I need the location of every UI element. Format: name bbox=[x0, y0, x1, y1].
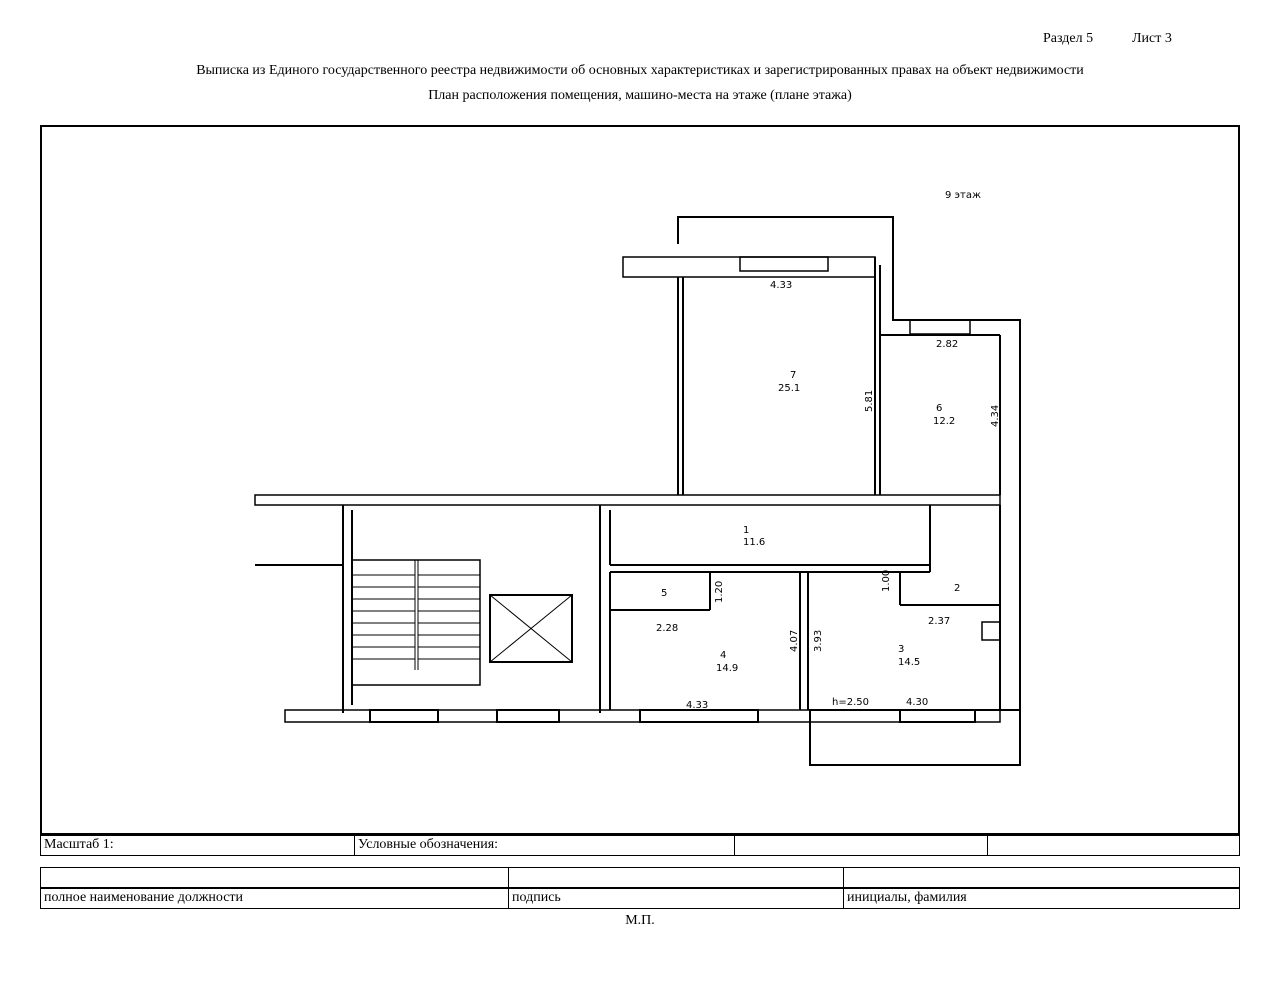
room-3-area: 14.5 bbox=[898, 657, 921, 668]
room-5-number: 5 bbox=[661, 588, 668, 599]
room-3-number: 3 bbox=[898, 644, 905, 655]
room-1-number: 1 bbox=[743, 525, 750, 536]
dim-4-33-bottom: 4.33 bbox=[686, 700, 709, 711]
dim-2-82: 2.82 bbox=[936, 339, 959, 350]
floor-plan bbox=[40, 125, 1240, 835]
dim-2-28: 2.28 bbox=[656, 623, 679, 634]
room-7-number: 7 bbox=[790, 370, 797, 381]
name-label: инициалы, фамилия bbox=[847, 890, 967, 905]
scale-legend-row bbox=[40, 835, 1240, 856]
position-blank bbox=[41, 868, 509, 887]
room-6-number: 6 bbox=[936, 403, 943, 414]
dim-5-81: 5.81 bbox=[864, 389, 875, 412]
dim-1-00: 1.00 bbox=[881, 569, 892, 592]
floor-label: 9 этаж bbox=[945, 190, 981, 201]
dim-2-37: 2.37 bbox=[928, 616, 951, 627]
balcony-top bbox=[678, 217, 893, 257]
signature-label-row bbox=[40, 888, 1240, 909]
dim-1-20: 1.20 bbox=[714, 580, 725, 603]
name-blank bbox=[844, 868, 1239, 887]
scale-label: Масштаб 1: bbox=[41, 836, 355, 855]
dim-4-33-top: 4.33 bbox=[770, 280, 793, 291]
stamp-place: М.П. bbox=[625, 913, 655, 928]
legend-label: Условные обозначения: bbox=[355, 836, 735, 855]
document-subtitle: План расположения помещения, машино-места на этаже (плане этажа) bbox=[428, 88, 852, 103]
room-2-number: 2 bbox=[954, 583, 961, 594]
signature-blank bbox=[509, 868, 844, 887]
sheet-number: Лист 3 bbox=[1132, 31, 1172, 46]
signature-blank-row bbox=[40, 867, 1240, 888]
room-4-area: 14.9 bbox=[716, 663, 739, 674]
document-title: Выписка из Единого государственного реестра недвижимости об основных характеристиках и зарегистрированных правах на объект недвижимости bbox=[196, 63, 1084, 78]
dim-4-07: 4.07 bbox=[789, 629, 800, 652]
room-4-number: 4 bbox=[720, 650, 727, 661]
ceiling-height: h=2.50 bbox=[832, 697, 869, 708]
section-number: Раздел 5 bbox=[1043, 31, 1094, 46]
signature-label: подпись bbox=[509, 889, 844, 908]
room-7-area: 25.1 bbox=[778, 383, 801, 394]
room-6-area: 12.2 bbox=[933, 416, 956, 427]
dim-4-30: 4.30 bbox=[906, 697, 929, 708]
dim-3-93: 3.93 bbox=[813, 629, 824, 652]
room-1-area: 11.6 bbox=[743, 537, 766, 548]
legend-cell-empty-2 bbox=[988, 836, 1239, 855]
dim-4-34: 4.34 bbox=[990, 404, 1001, 427]
position-label: полное наименование должности bbox=[41, 889, 509, 908]
legend-cell-empty bbox=[735, 836, 988, 855]
